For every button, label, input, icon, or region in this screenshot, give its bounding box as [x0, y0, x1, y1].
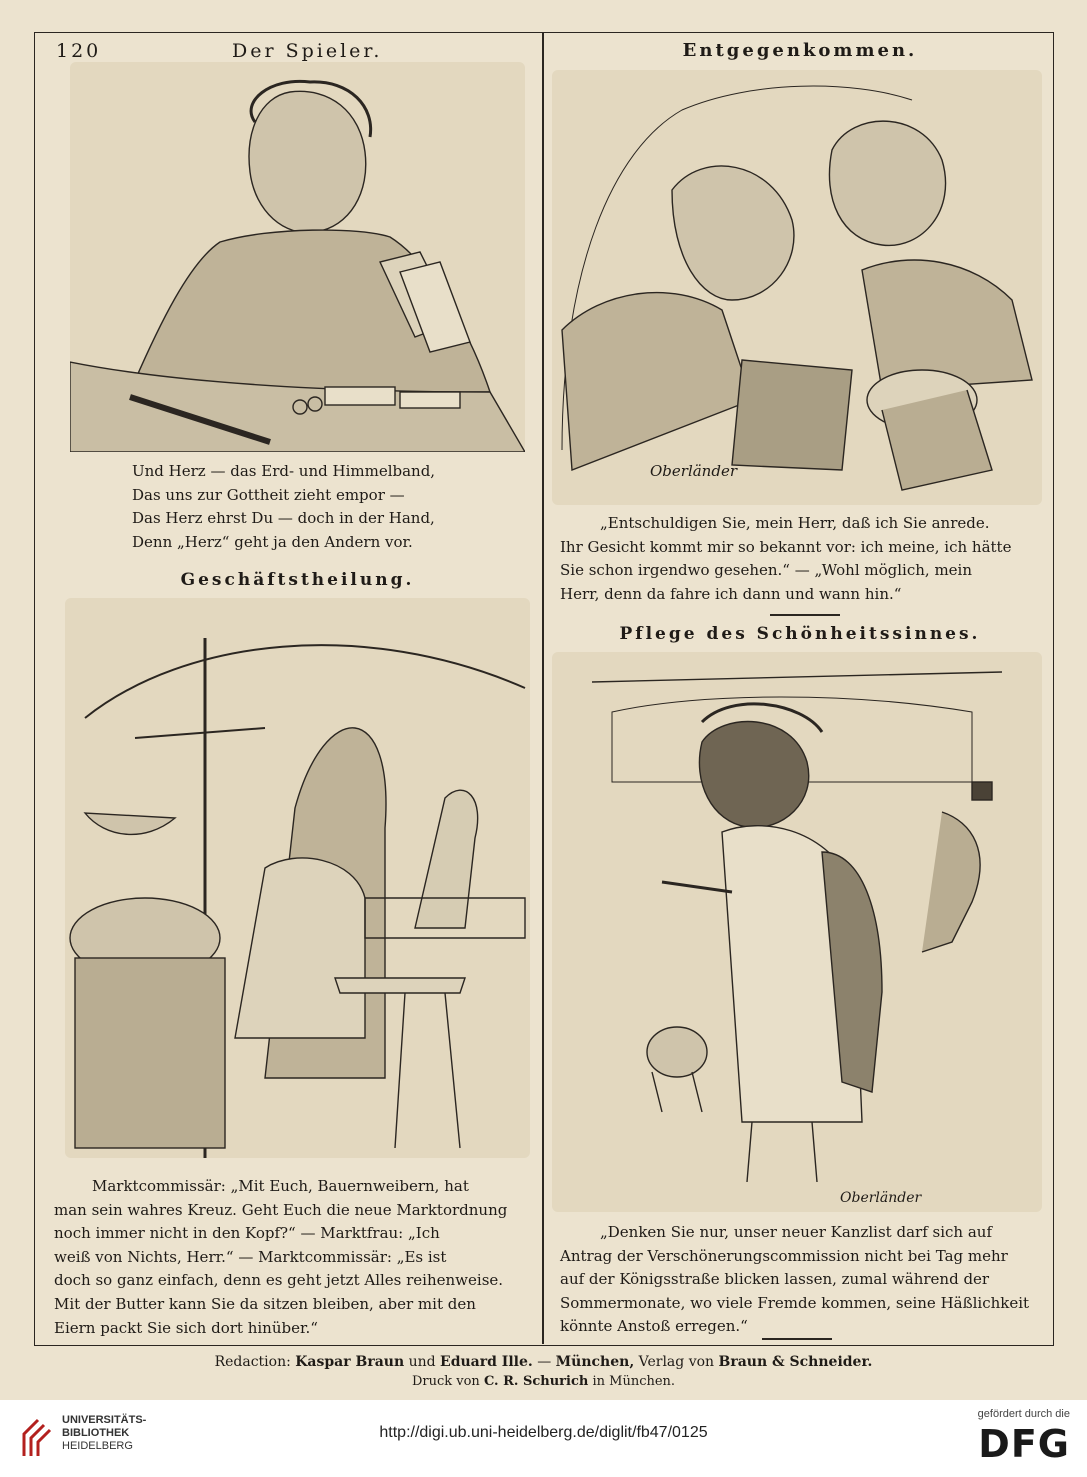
text-line: Ihr Gesicht kommt mir so bekannt vor: ich meine, ich hätte: [560, 537, 1012, 556]
text-line: „Entschuldigen Sie, mein Herr, daß ich Sie anrede.: [600, 514, 990, 532]
poem-line: Das uns zur Gottheit zieht empor —: [132, 485, 405, 504]
digital-library-bar: [0, 1400, 1087, 1477]
section-rule: [770, 614, 840, 616]
library-name-line: BIBLIOTHEK: [62, 1427, 130, 1439]
printer-city: in München.: [592, 1374, 676, 1389]
text-line: noch immer nicht in den Kopf?“ — Marktfrau: „Ich: [54, 1224, 440, 1243]
imprint-conjunction: und: [408, 1354, 436, 1370]
right-header-title: Entgegenkommen.: [682, 40, 918, 61]
clerk-dialogue-text: [560, 1221, 1040, 1339]
text-line: Herr, denn da fahre ich dann und wann hin.“: [560, 584, 902, 603]
page-number: 120: [56, 40, 102, 62]
poem-line: Und Herz — das Erd- und Himmelband,: [132, 462, 436, 480]
imprint-dash: —: [537, 1354, 552, 1370]
text-line: auf der Königsstraße blicken lassen, zumal während der: [560, 1270, 990, 1289]
library-name-line: HEIDELBERG: [62, 1440, 133, 1452]
card-player-poem: [132, 460, 435, 554]
artist-signature-2: Oberländer: [840, 1190, 922, 1206]
text-line: könnte Anstoß erregen.“: [560, 1317, 748, 1336]
text-line: Antrag der Verschönerungscommission nicht bei Tag mehr: [560, 1246, 1008, 1265]
dfg-logo: DFG: [978, 1422, 1070, 1466]
text-line: weiß von Nichts, Herr.“ — Marktcommissär: „Es ist: [54, 1247, 447, 1266]
text-line: Marktcommissär: „Mit Euch, Bauernweibern, hat: [92, 1177, 469, 1195]
text-line: Mit der Butter kann Sie da sitzen bleiben, aber mit den: [54, 1294, 476, 1313]
beauty-section-title: Pflege des Schönheitssinnes.: [619, 624, 981, 644]
market-woman-illustration: [65, 598, 530, 1158]
editor-name: Kaspar Braun: [295, 1354, 405, 1370]
market-dialogue-text: [54, 1175, 530, 1340]
text-line: Sommermonate, wo viele Fremde kommen, seine Häßlichkeit: [560, 1293, 1030, 1312]
permalink-url[interactable]: http://digi.ub.uni-heidelberg.de/diglit/fb47/0125: [379, 1424, 708, 1441]
text-line: Sie schon irgendwo gesehen.“ — „Wohl möglich, mein: [560, 561, 973, 580]
text-line: doch so ganz einfach, denn es geht jetzt Alles reihenweise.: [54, 1271, 504, 1290]
printer-name: C. R. Schurich: [483, 1374, 589, 1389]
two-men-greeting-illustration: [552, 70, 1042, 505]
imprint-verlag: Verlag von: [638, 1354, 715, 1370]
imprint-line-1: [0, 1354, 1087, 1370]
publisher-name: Braun & Schneider.: [718, 1354, 873, 1370]
imprint-label: Redaction:: [214, 1354, 291, 1370]
imprint-line-2: [0, 1374, 1087, 1389]
poem-line: Denn „Herz“ geht ja den Andern vor.: [132, 532, 413, 551]
editor-name: Eduard Ille.: [440, 1354, 533, 1370]
column-divider: [542, 32, 544, 1344]
card-player-illustration: [70, 62, 525, 452]
end-rule: [762, 1338, 832, 1340]
poem-line: Das Herz ehrst Du — doch in der Hand,: [132, 509, 435, 527]
artist-signature: Oberländer: [650, 462, 737, 480]
imprint-city: München,: [555, 1354, 635, 1370]
printer-label: Druck von: [411, 1374, 480, 1389]
clerk-illustration: [552, 652, 1042, 1212]
funded-by-label: gefördert durch die: [977, 1408, 1070, 1420]
text-line: man sein wahres Kreuz. Geht Euch die neue Marktordnung: [54, 1200, 508, 1219]
market-section-title: Geschäftstheilung.: [180, 570, 415, 590]
library-name-line: UNIVERSITÄTS-: [62, 1414, 147, 1426]
left-header-title: Der Spieler.: [232, 40, 383, 62]
greeting-dialogue-text: [560, 512, 1040, 606]
text-line: „Denken Sie nur, unser neuer Kanzlist darf sich auf: [600, 1223, 992, 1241]
text-line: Eiern packt Sie sich dort hinüber.“: [54, 1318, 318, 1337]
